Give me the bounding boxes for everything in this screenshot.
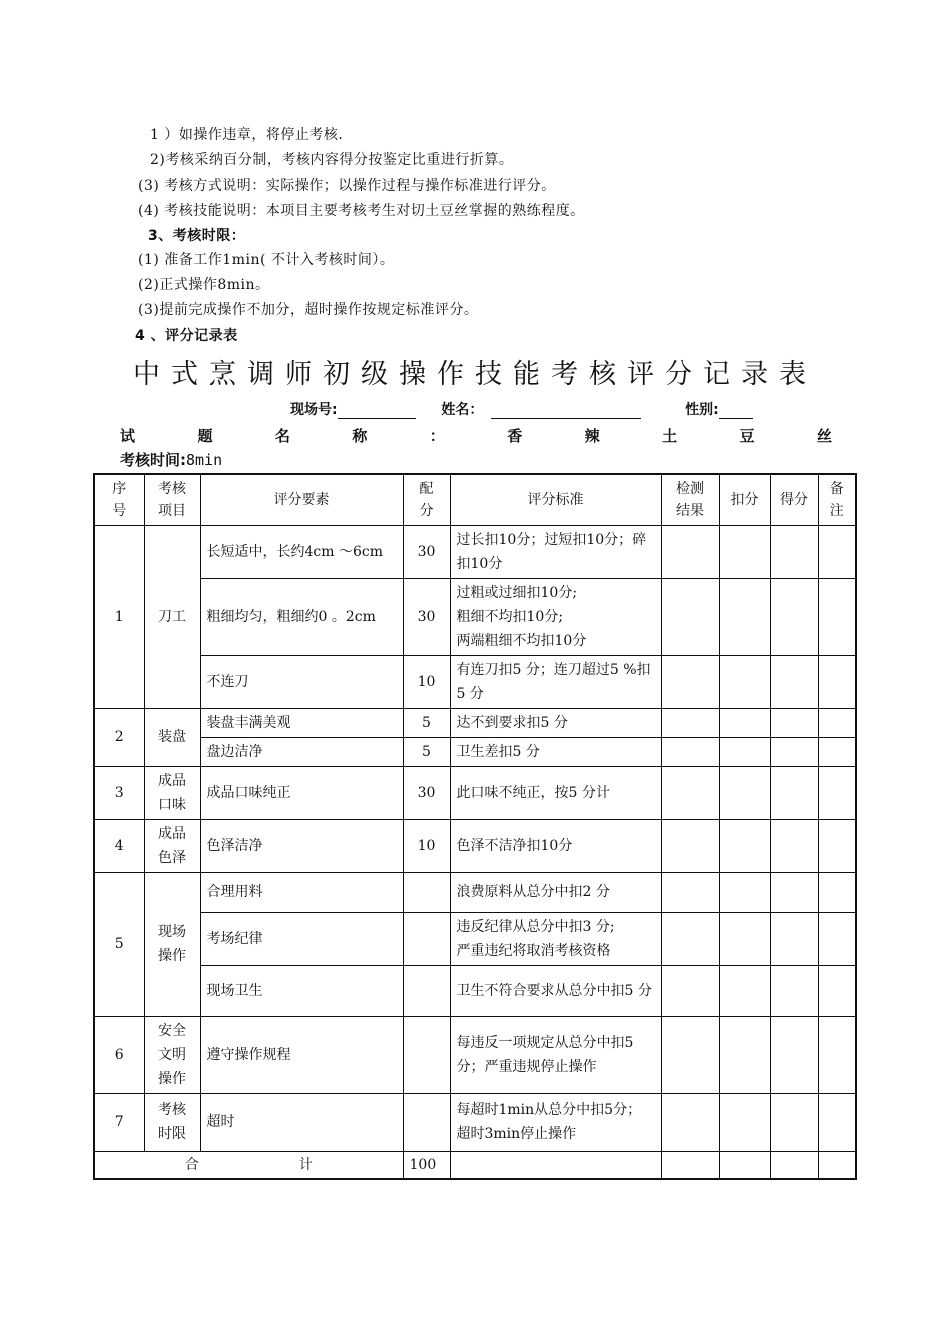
row-points bbox=[403, 1016, 450, 1093]
row-standard: 卫生不符合要求从总分中扣5 分 bbox=[450, 965, 661, 1016]
row-result[interactable] bbox=[661, 965, 719, 1016]
table-row bbox=[94, 1016, 856, 1093]
header-note: 备 注 bbox=[818, 474, 856, 525]
row-score[interactable] bbox=[770, 819, 818, 872]
row-standard: 达不到要求扣5 分 bbox=[450, 708, 661, 737]
row-result[interactable] bbox=[661, 1016, 719, 1093]
header-points: 配 分 bbox=[403, 474, 450, 525]
header-standard: 评分标准 bbox=[450, 474, 661, 525]
row-standard: 卫生差扣5 分 bbox=[450, 737, 661, 766]
row-seq: 4 bbox=[94, 819, 144, 872]
row-seq: 6 bbox=[94, 1016, 144, 1093]
subject-char: 辣 bbox=[584, 427, 600, 445]
row-element: 合理用料 bbox=[200, 872, 403, 912]
subject-char: ： bbox=[429, 427, 445, 445]
row-item: 现场操作 bbox=[144, 872, 200, 1016]
row-item: 装盘 bbox=[144, 708, 200, 766]
intro-line-1: 1 ）如操作违章，将停止考核. bbox=[150, 127, 344, 143]
row-score[interactable] bbox=[770, 1093, 818, 1151]
header-deduct: 扣分 bbox=[719, 474, 770, 525]
row-points: 5 bbox=[403, 737, 450, 766]
row-points bbox=[403, 912, 450, 965]
row-note[interactable] bbox=[818, 525, 856, 578]
table-row bbox=[94, 578, 856, 655]
time-value: 8min bbox=[186, 451, 223, 469]
row-points: 30 bbox=[403, 525, 450, 578]
row-element: 粗细均匀，粗细约0 。2cm bbox=[200, 578, 403, 655]
gender-label: 性别: bbox=[685, 402, 719, 418]
intro-line-2: 2)考核采纳百分制，考核内容得分按鉴定比重进行折算。 bbox=[150, 152, 514, 168]
total-row bbox=[94, 1151, 856, 1179]
row-seq: 1 bbox=[94, 525, 144, 708]
form-title: 中式烹调师初级操作技能考核评分记录表 bbox=[133, 359, 817, 390]
subject-name bbox=[120, 425, 832, 446]
subject-char: 香 bbox=[507, 427, 523, 445]
site-blank[interactable] bbox=[338, 404, 416, 419]
row-element: 遵守操作规程 bbox=[200, 1016, 403, 1093]
total-note[interactable] bbox=[818, 1151, 856, 1179]
candidate-info bbox=[290, 399, 753, 419]
subject-char: 试 bbox=[120, 427, 136, 445]
row-deduct[interactable] bbox=[719, 912, 770, 965]
subject-char: 称 bbox=[352, 427, 368, 445]
row-note[interactable] bbox=[818, 1016, 856, 1093]
score-table bbox=[93, 473, 857, 1180]
intro-line-4: (4) 考核技能说明：本项目主要考核考生对切土豆丝掌握的熟练程度。 bbox=[138, 203, 585, 219]
row-result[interactable] bbox=[661, 737, 719, 766]
row-standard: 过长扣10分；过短扣10分；碎扣10分 bbox=[450, 525, 661, 578]
total-deduct[interactable] bbox=[719, 1151, 770, 1179]
row-note[interactable] bbox=[818, 578, 856, 655]
row-standard: 浪费原料从总分中扣2 分 bbox=[450, 872, 661, 912]
table-row bbox=[94, 737, 856, 766]
total-result[interactable] bbox=[661, 1151, 719, 1179]
row-standard: 有连刀扣5 分；连刀超过5 %扣5 分 bbox=[450, 655, 661, 708]
section4-title: 4 、评分记录表 bbox=[135, 328, 238, 344]
total-label: 合 计 bbox=[94, 1151, 403, 1179]
row-score[interactable] bbox=[770, 578, 818, 655]
row-result[interactable] bbox=[661, 819, 719, 872]
row-note[interactable] bbox=[818, 1093, 856, 1151]
row-note[interactable] bbox=[818, 737, 856, 766]
table-row bbox=[94, 655, 856, 708]
row-score[interactable] bbox=[770, 872, 818, 912]
row-element: 现场卫生 bbox=[200, 965, 403, 1016]
row-score[interactable] bbox=[770, 965, 818, 1016]
row-deduct[interactable] bbox=[719, 525, 770, 578]
intro-line-3: (3) 考核方式说明：实际操作；以操作过程与操作标准进行评分。 bbox=[138, 178, 556, 194]
subject-char: 土 bbox=[662, 427, 678, 445]
header-result: 检测 结果 bbox=[661, 474, 719, 525]
table-row bbox=[94, 819, 856, 872]
row-score[interactable] bbox=[770, 912, 818, 965]
row-deduct[interactable] bbox=[719, 1093, 770, 1151]
subject-char: 名 bbox=[274, 427, 290, 445]
row-element: 超时 bbox=[200, 1093, 403, 1151]
row-result[interactable] bbox=[661, 708, 719, 737]
row-deduct[interactable] bbox=[719, 655, 770, 708]
row-score[interactable] bbox=[770, 1016, 818, 1093]
time-line-2: (2)正式操作8min。 bbox=[138, 277, 270, 293]
row-points: 5 bbox=[403, 708, 450, 737]
row-score[interactable] bbox=[770, 525, 818, 578]
row-deduct[interactable] bbox=[719, 578, 770, 655]
row-element: 考场纪律 bbox=[200, 912, 403, 965]
row-score[interactable] bbox=[770, 708, 818, 737]
row-standard: 此口味不纯正，按5 分计 bbox=[450, 766, 661, 819]
row-points: 10 bbox=[403, 655, 450, 708]
row-points bbox=[403, 872, 450, 912]
table-row bbox=[94, 525, 856, 578]
row-deduct[interactable] bbox=[719, 766, 770, 819]
row-note[interactable] bbox=[818, 965, 856, 1016]
row-seq: 3 bbox=[94, 766, 144, 819]
row-points: 10 bbox=[403, 819, 450, 872]
row-seq: 7 bbox=[94, 1093, 144, 1151]
total-standard bbox=[450, 1151, 661, 1179]
name-blank[interactable] bbox=[491, 404, 641, 419]
row-score[interactable] bbox=[770, 737, 818, 766]
header-seq: 序 号 bbox=[94, 474, 144, 525]
name-label: 姓名： bbox=[441, 402, 484, 418]
row-points bbox=[403, 1093, 450, 1151]
row-seq: 5 bbox=[94, 872, 144, 1016]
subject-char: 题 bbox=[197, 427, 213, 445]
row-note[interactable] bbox=[818, 708, 856, 737]
section3-title: 3、考核时限： bbox=[148, 228, 246, 244]
gender-blank[interactable] bbox=[719, 404, 753, 419]
row-seq: 2 bbox=[94, 708, 144, 766]
row-element: 色泽洁净 bbox=[200, 819, 403, 872]
row-element: 盘边洁净 bbox=[200, 737, 403, 766]
row-note[interactable] bbox=[818, 766, 856, 819]
row-item: 安全文明操作 bbox=[144, 1016, 200, 1093]
header-score: 得分 bbox=[770, 474, 818, 525]
row-standard: 每违反一项规定从总分中扣5 分；严重违规停止操作 bbox=[450, 1016, 661, 1093]
subject-char: 丝 bbox=[816, 427, 832, 445]
table-header bbox=[94, 474, 856, 525]
time-line-3: (3)提前完成操作不加分，超时操作按规定标准评分。 bbox=[138, 302, 479, 318]
header-item: 考核 项目 bbox=[144, 474, 200, 525]
row-deduct[interactable] bbox=[719, 1016, 770, 1093]
row-note[interactable] bbox=[818, 655, 856, 708]
row-standard: 色泽不洁净扣10分 bbox=[450, 819, 661, 872]
row-element: 长短适中，长约4cm ～6cm bbox=[200, 525, 403, 578]
row-element: 装盘丰满美观 bbox=[200, 708, 403, 737]
time-line-1: (1) 准备工作1min( 不计入考核时间）。 bbox=[138, 252, 395, 268]
row-points bbox=[403, 965, 450, 1016]
row-item: 考核时限 bbox=[144, 1093, 200, 1151]
row-result[interactable] bbox=[661, 1093, 719, 1151]
total-points: 100 bbox=[403, 1151, 450, 1179]
row-deduct[interactable] bbox=[719, 737, 770, 766]
row-note[interactable] bbox=[818, 872, 856, 912]
row-standard: 过粗或过细扣10分; 粗细不均扣10分; 两端粗细不均扣10分 bbox=[450, 578, 661, 655]
total-score[interactable] bbox=[770, 1151, 818, 1179]
row-points: 30 bbox=[403, 766, 450, 819]
row-standard: 每超时1min从总分中扣5分；超时3min停止操作 bbox=[450, 1093, 661, 1151]
row-item: 成品色泽 bbox=[144, 819, 200, 872]
table-row bbox=[94, 912, 856, 965]
row-note[interactable] bbox=[818, 912, 856, 965]
time-label: 考核时间: bbox=[120, 451, 186, 469]
row-points: 30 bbox=[403, 578, 450, 655]
row-standard: 违反纪律从总分中扣3 分; 严重违纪将取消考核资格 bbox=[450, 912, 661, 965]
row-element: 成品口味纯正 bbox=[200, 766, 403, 819]
row-deduct[interactable] bbox=[719, 965, 770, 1016]
row-note[interactable] bbox=[818, 819, 856, 872]
table-row bbox=[94, 708, 856, 737]
row-result[interactable] bbox=[661, 578, 719, 655]
row-result[interactable] bbox=[661, 525, 719, 578]
row-deduct[interactable] bbox=[719, 708, 770, 737]
exam-time bbox=[120, 449, 222, 470]
row-result[interactable] bbox=[661, 766, 719, 819]
header-element: 评分要素 bbox=[200, 474, 403, 525]
table-row bbox=[94, 965, 856, 1016]
row-item: 成品口味 bbox=[144, 766, 200, 819]
row-element: 不连刀 bbox=[200, 655, 403, 708]
row-result[interactable] bbox=[661, 655, 719, 708]
row-deduct[interactable] bbox=[719, 872, 770, 912]
row-result[interactable] bbox=[661, 872, 719, 912]
row-score[interactable] bbox=[770, 655, 818, 708]
row-item: 刀工 bbox=[144, 525, 200, 708]
table-row bbox=[94, 1093, 856, 1151]
table-row bbox=[94, 872, 856, 912]
row-deduct[interactable] bbox=[719, 819, 770, 872]
site-label: 现场号: bbox=[290, 402, 338, 418]
table-row bbox=[94, 766, 856, 819]
row-score[interactable] bbox=[770, 766, 818, 819]
subject-char: 豆 bbox=[739, 427, 755, 445]
row-result[interactable] bbox=[661, 912, 719, 965]
